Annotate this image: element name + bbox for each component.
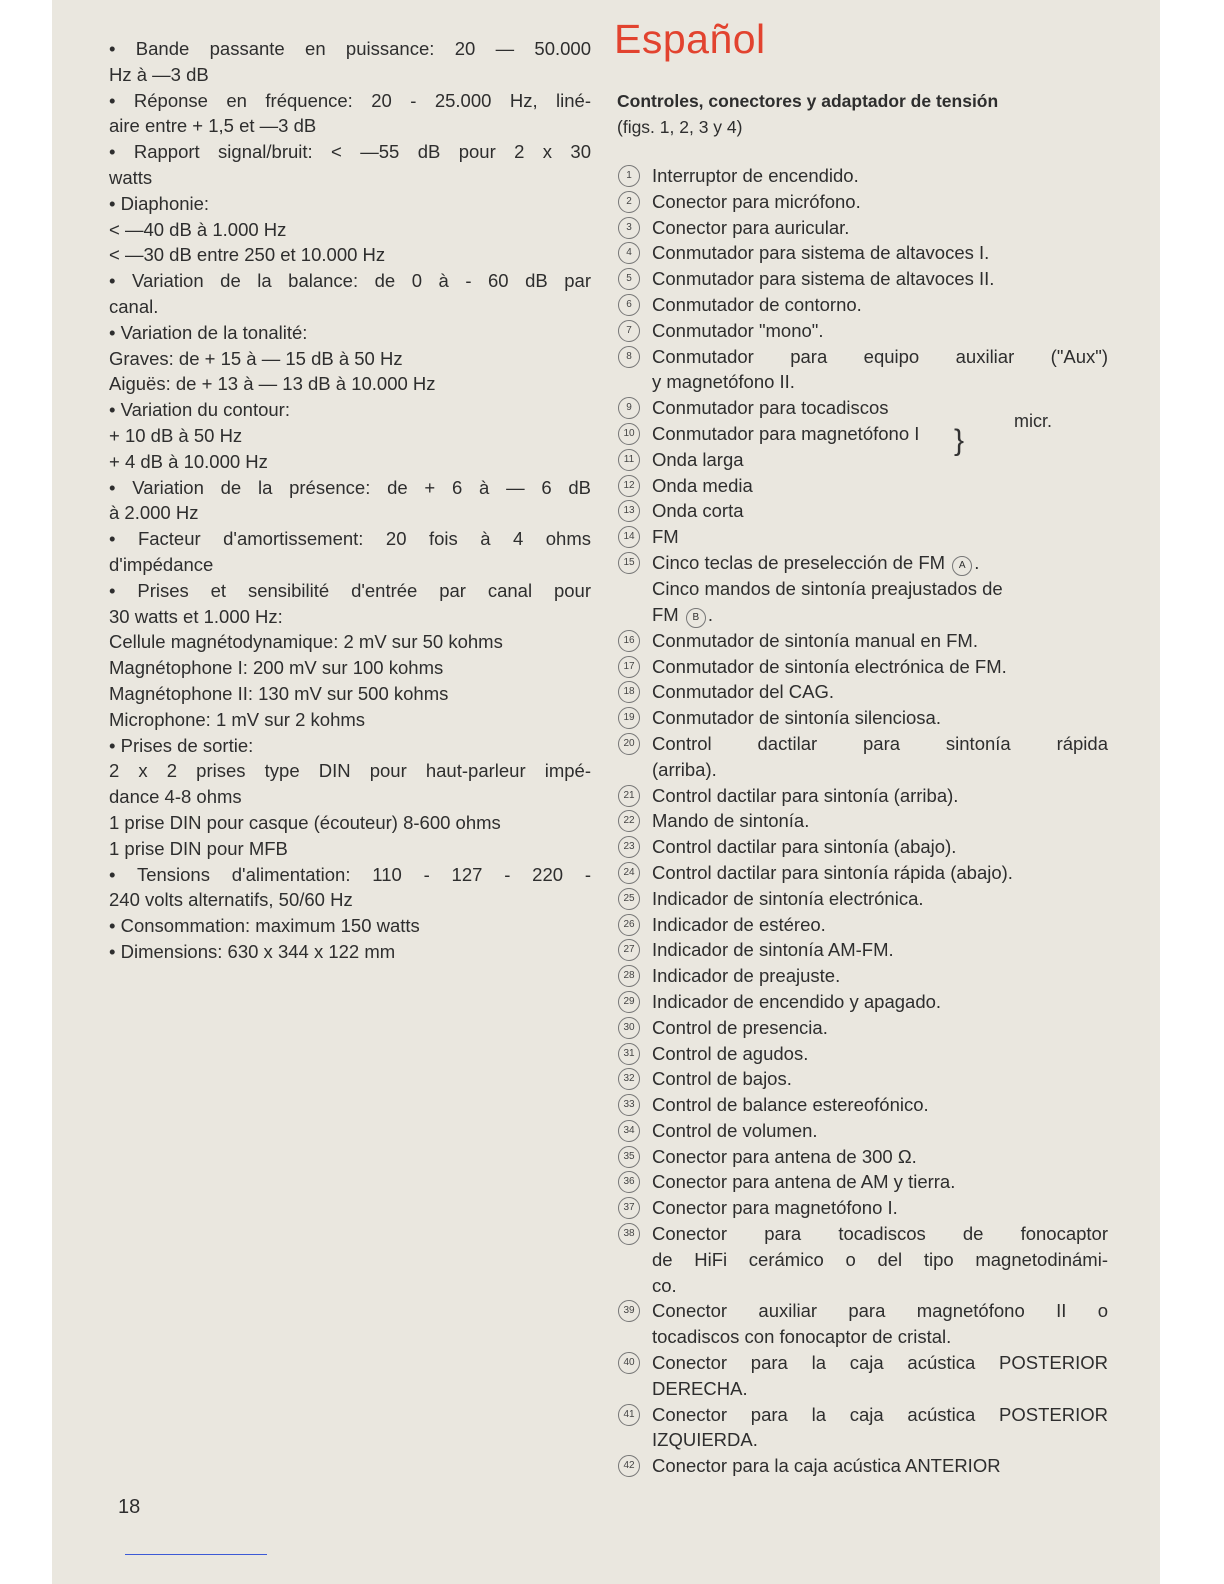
item-number-badge: 33: [618, 1094, 640, 1116]
list-item: [618, 1144, 1108, 1170]
item-text-line: [652, 1195, 1108, 1221]
spec-line: • Prises et sensibilité d'entrée par canal pour: [109, 579, 591, 601]
item-text-line: [652, 447, 1108, 473]
item-number-badge: 13: [618, 500, 640, 522]
scan-border-left: [0, 0, 52, 1584]
item-number-badge: 22: [618, 810, 640, 832]
spec-line: 2 x 2 prises type DIN pour haut-parleur impé-: [109, 760, 591, 782]
item-text: Conector para micrófono.: [652, 190, 861, 212]
item-number-badge: 16: [618, 630, 640, 652]
list-item: [618, 163, 1108, 189]
list-item: [618, 628, 1108, 654]
circled-letter-mark: B: [686, 608, 706, 628]
item-text-line: FM B .: [652, 602, 1108, 628]
item-text-line: [652, 292, 1108, 318]
item-number-badge: 37: [618, 1197, 640, 1219]
item-text-line: [652, 1169, 1108, 1195]
item-text-line: [652, 1376, 1108, 1402]
item-number-badge: 42: [618, 1455, 640, 1477]
spec-line: à 2.000 Hz: [109, 502, 199, 524]
item-text-line: [652, 266, 1108, 292]
item-number-badge: 35: [618, 1146, 640, 1168]
item-number-badge: 31: [618, 1043, 640, 1065]
item-text: Conmutador para magnetófono I: [652, 422, 920, 444]
item-text: Conmutador para tocadiscos: [652, 397, 889, 419]
item-text-line: [652, 963, 1108, 989]
list-item: [618, 1041, 1108, 1067]
list-item: [618, 1350, 1108, 1402]
item-text: Conmutador de sintonía electrónica de FM.: [652, 655, 1007, 677]
item-text: Control dactilar para sintonía rápida: [652, 732, 1108, 754]
list-item: [618, 1298, 1108, 1350]
item-text: Conmutador de sintonía manual en FM.: [652, 629, 978, 651]
item-number-badge: 7: [618, 320, 640, 342]
figure-reference: (figs. 1, 2, 3 y 4): [617, 117, 743, 137]
list-item: [618, 937, 1108, 963]
list-item: [618, 783, 1108, 809]
spec-line: d'impédance: [109, 553, 214, 575]
list-item: [618, 705, 1108, 731]
item-text: FM: [652, 603, 679, 625]
spec-line: + 10 dB à 50 Hz: [109, 424, 243, 446]
item-text: Control de balance estereofónico.: [652, 1094, 929, 1116]
spec-line: + 4 dB à 10.000 Hz: [109, 450, 268, 472]
item-number-badge: 41: [618, 1404, 640, 1426]
item-text: Onda corta: [652, 500, 744, 522]
item-text-line: [652, 344, 1108, 370]
list-item: [618, 215, 1108, 241]
list-item: [618, 1402, 1108, 1454]
item-text: Indicador de estéreo.: [652, 913, 826, 935]
item-text-line: [652, 473, 1108, 499]
list-item: [618, 679, 1108, 705]
list-item: [618, 808, 1108, 834]
item-text-line: [652, 757, 1108, 783]
item-number-badge: 1: [618, 165, 640, 187]
item-number-badge: 17: [618, 656, 640, 678]
item-text: y magnetófono II.: [652, 371, 795, 393]
spec-line: Graves: de + 15 à — 15 dB à 50 Hz: [109, 347, 403, 369]
spec-line: Magnétophone II: 130 mV sur 500 kohms: [109, 682, 449, 704]
item-text: Conector para auricular.: [652, 216, 850, 238]
item-text: de HiFi cerámico o del tipo magnetodinámi-: [652, 1248, 1108, 1270]
item-text-line: [652, 1144, 1108, 1170]
item-number-badge: 25: [618, 888, 640, 910]
item-text-line: [652, 912, 1108, 938]
item-number-badge: 12: [618, 475, 640, 497]
item-text: Conector para la caja acústica POSTERIOR: [652, 1403, 1108, 1425]
spec-line: Aiguës: de + 13 à — 13 dB à 10.000 Hz: [109, 373, 436, 395]
item-text-line: [652, 163, 1108, 189]
list-item: [618, 963, 1108, 989]
spec-line: • Tensions d'alimentation: 110 - 127 - 220 -: [109, 863, 591, 885]
list-item: [618, 1221, 1108, 1298]
item-text: Control de bajos.: [652, 1068, 792, 1090]
item-text: Indicador de sintonía electrónica.: [652, 887, 924, 909]
item-number-badge: 11: [618, 449, 640, 471]
item-text: Conmutador de contorno.: [652, 293, 862, 315]
item-number-badge: 38: [618, 1223, 640, 1245]
item-text: Control de agudos.: [652, 1042, 809, 1064]
spec-line: • Variation de la balance: de 0 à - 60 dB par: [109, 270, 591, 292]
item-number-badge: 6: [618, 294, 640, 316]
item-text: Onda larga: [652, 448, 744, 470]
item-text: Conector para la caja acústica POSTERIOR: [652, 1352, 1108, 1374]
spec-line: Magnétophone I: 200 mV sur 100 kohms: [109, 657, 444, 679]
item-number-badge: 8: [618, 346, 640, 368]
item-text: Conector para antena de AM y tierra.: [652, 1171, 956, 1193]
list-item: [618, 1092, 1108, 1118]
item-text: Control dactilar para sintonía rápida (abajo).: [652, 861, 1013, 883]
list-item: [618, 654, 1108, 680]
list-item: [618, 266, 1108, 292]
item-text-line: [652, 240, 1108, 266]
item-text-line: [652, 1221, 1108, 1247]
list-item: [618, 344, 1108, 396]
item-text: Indicador de preajuste.: [652, 965, 841, 987]
list-item: [618, 240, 1108, 266]
item-number-badge: 10: [618, 423, 640, 445]
spec-line: • Facteur d'amortissement: 20 fois à 4 ohms: [109, 528, 591, 550]
item-text-line: [652, 1092, 1108, 1118]
item-text-line: [652, 989, 1108, 1015]
item-text-line: [652, 1015, 1108, 1041]
item-number-badge: 39: [618, 1300, 640, 1322]
page-number: 18: [118, 1496, 141, 1518]
item-text: Conector para tocadiscos de fonocaptor: [652, 1223, 1108, 1245]
item-number-badge: 30: [618, 1017, 640, 1039]
item-text-line: [652, 654, 1108, 680]
item-number-badge: 9: [618, 397, 640, 419]
item-number-badge: 28: [618, 965, 640, 987]
item-text: Control dactilar para sintonía (abajo).: [652, 836, 957, 858]
right-column-controls-list: [618, 163, 1108, 1479]
spec-line: • Bande passante en puissance: 20 — 50.000: [109, 38, 591, 59]
item-number-badge: 34: [618, 1120, 640, 1142]
spec-line: 30 watts et 1.000 Hz:: [109, 605, 283, 627]
item-number-badge: 4: [618, 242, 640, 264]
item-number-badge: 19: [618, 707, 640, 729]
item-text: Cinco mandos de sintonía preajustados de: [652, 577, 1003, 599]
spec-line: • Prises de sortie:: [109, 734, 254, 756]
list-item: [618, 1453, 1108, 1479]
list-item: [618, 731, 1108, 783]
item-text-line: [652, 937, 1108, 963]
list-item: [618, 189, 1108, 215]
spec-line: • Dimensions: 630 x 344 x 122 mm: [109, 940, 396, 962]
spec-line: • Rapport signal/bruit: < —55 dB pour 2 x 30: [109, 141, 591, 163]
item-text: Control de volumen.: [652, 1119, 818, 1141]
item-text-line: [652, 318, 1108, 344]
brace-label: micr.: [1014, 411, 1052, 431]
item-text: Indicador de encendido y apagado.: [652, 990, 942, 1012]
item-text: Conector para la caja acústica ANTERIOR: [652, 1455, 1001, 1477]
list-item: [618, 834, 1108, 860]
spec-line: < —30 dB entre 250 et 10.000 Hz: [109, 244, 386, 266]
item-text: Conmutador para sistema de altavoces II.: [652, 268, 995, 290]
spec-line: dance 4-8 ohms: [109, 786, 242, 808]
item-number-badge: 36: [618, 1171, 640, 1193]
item-text: Mando de sintonía.: [652, 810, 810, 832]
list-item: [618, 524, 1108, 550]
item-text: Indicador de sintonía AM-FM.: [652, 939, 894, 961]
spec-line: aire entre + 1,5 et —3 dB: [109, 115, 317, 137]
item-text-line: [652, 1273, 1108, 1299]
item-text: Conmutador "mono".: [652, 319, 824, 341]
item-text-line: [652, 808, 1108, 834]
item-text: Conector para magnetófono I.: [652, 1197, 898, 1219]
item-number-badge: 32: [618, 1068, 640, 1090]
item-text: IZQUIERDA.: [652, 1429, 758, 1451]
item-number-badge: 15: [618, 552, 640, 574]
item-text-line: [652, 524, 1108, 550]
item-text-line: [652, 1298, 1108, 1324]
list-item: [618, 886, 1108, 912]
item-text: co.: [652, 1274, 677, 1296]
item-text-line: [652, 1427, 1108, 1453]
list-item: [618, 912, 1108, 938]
item-number-badge: 29: [618, 991, 640, 1013]
item-text-line: [652, 1324, 1108, 1350]
item-text-line: [652, 860, 1108, 886]
spec-line: Hz à —3 dB: [109, 63, 209, 85]
spec-line: canal.: [109, 295, 159, 317]
list-item: [618, 1015, 1108, 1041]
brace-symbol: }: [954, 424, 965, 457]
item-text-line: [652, 628, 1108, 654]
item-text-line: [652, 369, 1108, 395]
item-text: FM: [652, 526, 679, 548]
item-number-badge: 21: [618, 785, 640, 807]
item-text-line: [652, 1453, 1108, 1479]
list-item: [618, 989, 1108, 1015]
spec-line: • Consommation: maximum 150 watts: [109, 915, 420, 937]
item-text-line: [652, 498, 1108, 524]
item-text-line: [652, 1350, 1108, 1376]
item-text-line: [652, 834, 1108, 860]
spec-line: • Réponse en fréquence: 20 - 25.000 Hz, liné-: [109, 89, 591, 111]
list-item: [618, 1118, 1108, 1144]
list-item: [618, 473, 1108, 499]
item-text-line: [652, 1066, 1108, 1092]
item-text-line: [652, 215, 1108, 241]
item-number-badge: 24: [618, 862, 640, 884]
item-text: Conmutador de sintonía silenciosa.: [652, 707, 941, 729]
item-number-badge: 3: [618, 217, 640, 239]
item-text-line: [652, 1041, 1108, 1067]
spec-line: < —40 dB à 1.000 Hz: [109, 218, 287, 240]
circled-letter-mark: A: [952, 556, 972, 576]
item-text-line: [652, 1247, 1108, 1273]
footer-rule: [125, 1554, 267, 1555]
item-text-line: [652, 1118, 1108, 1144]
item-text: Conector para antena de 300 Ω.: [652, 1145, 917, 1167]
list-item: [618, 447, 1108, 473]
item-text: DERECHA.: [652, 1377, 748, 1399]
item-text-line: [652, 576, 1108, 602]
item-text-line: Cinco teclas de preselección de FM A .: [652, 550, 1108, 576]
item-text: Cinco teclas de preselección de FM: [652, 551, 946, 573]
item-number-badge: 23: [618, 836, 640, 858]
item-text: Onda media: [652, 474, 753, 496]
item-text-line: [652, 783, 1108, 809]
item-text-line: [652, 1402, 1108, 1428]
item-text: tocadiscos con fonocaptor de cristal.: [652, 1326, 952, 1348]
item-text-line: [652, 886, 1108, 912]
item-text-line: [652, 705, 1108, 731]
section-heading: Español: [614, 16, 766, 62]
item-text: Control dactilar para sintonía (arriba).: [652, 784, 959, 806]
spec-line: • Variation du contour:: [109, 399, 290, 421]
item-text-line: [652, 679, 1108, 705]
item-number-badge: 27: [618, 939, 640, 961]
list-item: [618, 498, 1108, 524]
item-text: Control de presencia.: [652, 1016, 828, 1038]
item-text: Conector auxiliar para magnetófono II o: [652, 1300, 1108, 1322]
list-item: [618, 550, 1108, 628]
list-item: [618, 860, 1108, 886]
spec-line: 1 prise DIN pour MFB: [109, 837, 288, 859]
scan-border-right: [1160, 0, 1224, 1584]
spec-line: • Variation de la tonalité:: [109, 321, 308, 343]
item-text: Interruptor de encendido.: [652, 165, 859, 186]
spec-line: • Variation de la présence: de + 6 à — 6 dB: [109, 476, 591, 498]
spec-line: 1 prise DIN pour casque (écouteur) 8-600 ohms: [109, 811, 501, 833]
left-column-specifications: [109, 36, 591, 965]
item-number-badge: 26: [618, 914, 640, 936]
spec-line: • Diaphonie:: [109, 192, 210, 214]
item-text-line: [652, 731, 1108, 757]
list-item: [618, 1066, 1108, 1092]
item-text-line: [652, 189, 1108, 215]
list-item: [618, 1195, 1108, 1221]
item-number-badge: 14: [618, 526, 640, 548]
item-text: (arriba).: [652, 758, 717, 780]
spec-line: 240 volts alternatifs, 50/60 Hz: [109, 889, 353, 911]
section-subheading: Controles, conectores y adaptador de tensión: [617, 91, 999, 111]
item-number-badge: 18: [618, 681, 640, 703]
spec-line: Cellule magnétodynamique: 2 mV sur 50 kohms: [109, 631, 503, 653]
item-text: Conmutador para sistema de altavoces I.: [652, 242, 990, 264]
item-number-badge: 2: [618, 191, 640, 213]
list-item: [618, 292, 1108, 318]
item-number-badge: 5: [618, 268, 640, 290]
list-item: [618, 318, 1108, 344]
item-number-badge: 20: [618, 733, 640, 755]
item-number-badge: 40: [618, 1352, 640, 1374]
spec-line: Microphone: 1 mV sur 2 kohms: [109, 708, 366, 730]
list-item: [618, 1169, 1108, 1195]
spec-line: watts: [109, 166, 153, 188]
item-text: Conmutador del CAG.: [652, 681, 835, 703]
item-text: Conmutador para equipo auxiliar ("Aux"): [652, 345, 1108, 367]
